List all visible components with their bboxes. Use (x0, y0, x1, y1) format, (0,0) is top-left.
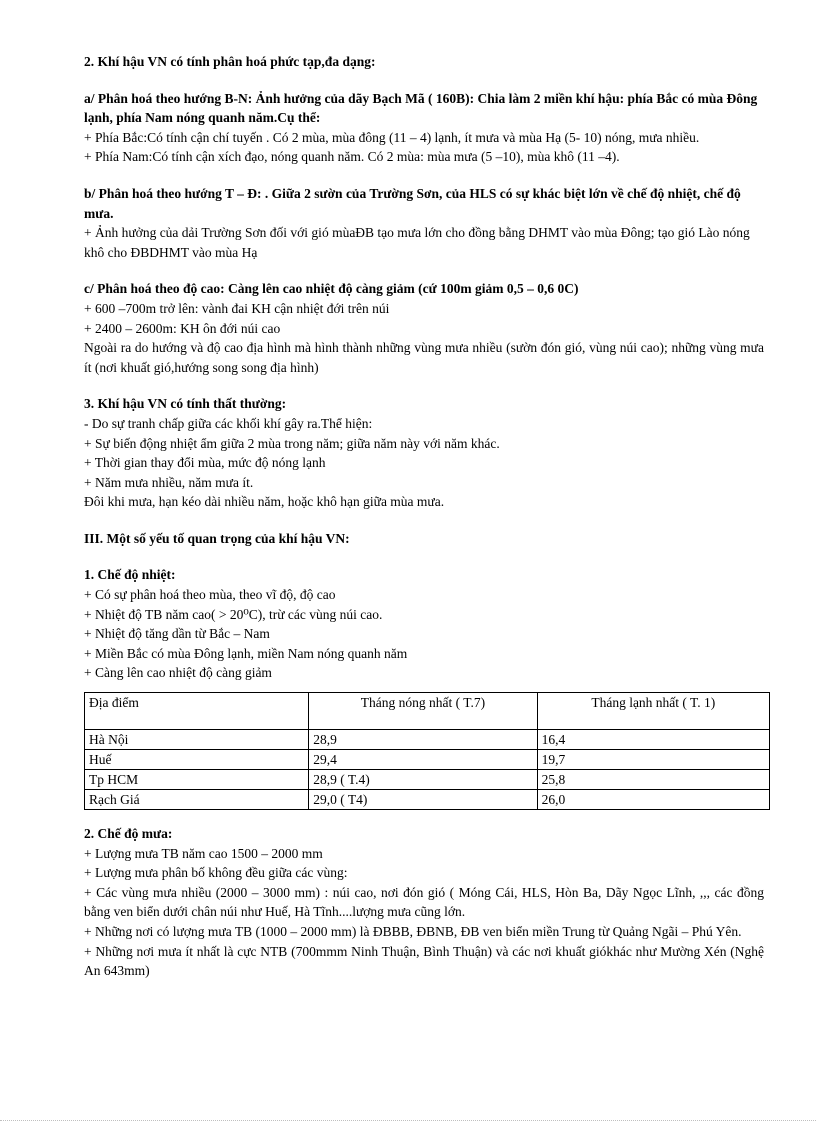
table-cell-hottest: 29,0 ( T4) (309, 790, 537, 810)
rainfall-item: + Những nơi mưa ít nhất là cực NTB (700mmm Ninh Thuận, Bình Thuận) và các nơi khuất giókhác như Mường Xén (Nghệ An 643mm) (84, 943, 764, 979)
section-3-item: Đôi khi mưa, hạn kéo dài nhiều năm, hoặc khô hạn giữa mùa mưa. (84, 494, 445, 510)
table-cell-location: Tp HCM (85, 770, 309, 790)
temperature-title: 1. Chế độ nhiệt: (84, 567, 176, 583)
temperature-item: + Nhiệt độ TB năm cao( > 20⁰C), trừ các vùng núi cao. (84, 606, 383, 622)
section-2a-item: + Phía Nam:Có tính cận xích đạo, nóng quanh năm. Có 2 mùa: mùa mưa (5 –10), mùa khô (11 –4). (84, 149, 620, 165)
table-cell-hottest: 29,4 (309, 750, 537, 770)
table-cell-coldest: 25,8 (537, 770, 769, 790)
section-2-title: 2. Khí hậu VN có tính phân hoá phức tạp,đa dạng: (84, 54, 376, 69)
temperature-item: + Có sự phân hoá theo mùa, theo vĩ độ, độ cao (84, 587, 336, 603)
table-cell-location: Hà Nội (85, 730, 309, 750)
section-2a-item: + Phía Bắc:Có tính cận chí tuyến . Có 2 mùa, mùa đông (11 – 4) lạnh, ít mưa và mùa Hạ (5- 10) nóng, mưa nhiều. (84, 129, 700, 145)
table-cell-location: Rạch Giá (85, 790, 309, 810)
page-bottom-divider (0, 1120, 816, 1121)
temperature-item: + Miền Bắc có mùa Đông lạnh, miền Nam nóng quanh năm (84, 645, 408, 661)
section-2c-item: + 2400 – 2600m: KH ôn đới núi cao (84, 320, 281, 336)
section-3-item: + Thời gian thay đổi mùa, mức độ nóng lạnh (84, 455, 326, 471)
section-2b-item: + Ảnh hưởng của dải Trường Sơn đối với gió mùaĐB tạo mưa lớn cho đồng bằng DHMT vào mùa Đông; tạo gió Lào nóng khô cho ĐBDHMT vào mùa Hạ (84, 225, 750, 260)
document-page (84, 52, 764, 981)
table-row (85, 750, 770, 770)
temperature-item: + Nhiệt độ tăng dần từ Bắc – Nam (84, 626, 270, 642)
section-2c-title: c/ Phân hoá theo độ cao: Càng lên cao nhiệt độ càng giảm (cứ 100m giảm 0,5 – 0,6 0C) (84, 281, 579, 297)
table-cell-hottest: 28,9 ( T.4) (309, 770, 537, 790)
table-cell-hottest: 28,9 (309, 730, 537, 750)
table-row (85, 730, 770, 750)
temperature-table (84, 692, 770, 810)
table-cell-location: Huế (85, 750, 309, 770)
section-3-item: - Do sự tranh chấp giữa các khối khí gây ra.Thể hiện: (84, 415, 373, 431)
rainfall-item: + Những nơi có lượng mưa TB (1000 – 2000 mm) là ĐBBB, ĐBNB, ĐB ven biển miền Trung từ Quảng Ngãi – Phú Yên. (84, 924, 742, 939)
rainfall-item: + Lượng mưa TB năm cao 1500 – 2000 mm (84, 845, 323, 861)
section-iii-title: III. Một số yếu tố quan trọng của khí hậu VN: (84, 530, 350, 546)
table-header-coldest-month: Tháng lạnh nhất ( T. 1) (537, 693, 769, 730)
table-row (85, 790, 770, 810)
table-cell-coldest: 19,7 (537, 750, 769, 770)
section-2c-item: Ngoài ra do hướng và độ cao địa hình mà hình thành những vùng mưa nhiều (sườn đón gió, vùng núi cao); những vùng mưa ít (nơi khuất gió,hướng song song địa hình) (84, 340, 764, 375)
section-3-item: + Sự biến động nhiệt ẩm giữa 2 mùa trong năm; giữa năm này với năm khác. (84, 435, 500, 451)
table-header-location: Địa điểm (85, 693, 309, 730)
table-header-row (85, 693, 770, 730)
temperature-item: + Càng lên cao nhiệt độ càng giảm (84, 665, 272, 681)
table-row (85, 770, 770, 790)
table-cell-coldest: 16,4 (537, 730, 769, 750)
section-2a-title: a/ Phân hoá theo hướng B-N: Ảnh hưởng của dãy Bạch Mã ( 160B): Chia làm 2 miền khí hậu: phía Bắc có mùa Đông lạnh, phía Nam nóng quanh năm.Cụ thể: (84, 90, 758, 126)
table-cell-coldest: 26,0 (537, 790, 769, 810)
rainfall-item: + Các vùng mưa nhiều (2000 – 3000 mm) : núi cao, nơi đón gió ( Móng Cái, HLS, Hòn Ba, Dãy Ngọc Lĩnh, ,,, các đồng bằng ven biển dưới chân núi như Huế, Hà Tĩnh....lượng mưa cũng lớn. (84, 884, 764, 920)
section-2c-item: + 600 –700m trở lên: vành đai KH cận nhiệt đới trên núi (84, 300, 390, 316)
section-3-item: + Năm mưa nhiều, năm mưa ít. (84, 474, 254, 490)
table-header-hottest-month: Tháng nóng nhất ( T.7) (309, 693, 537, 730)
rainfall-item: + Lượng mưa phân bố không đều giữa các vùng: (84, 865, 348, 881)
section-2b-title: b/ Phân hoá theo hướng T – Đ: . Giữa 2 sườn của Trường Sơn, của HLS có sự khác biệt lớn về chế độ nhiệt, chế độ mưa. (84, 185, 741, 221)
section-3-title: 3. Khí hậu VN có tính thất thường: (84, 396, 287, 412)
rainfall-title: 2. Chế độ mưa: (84, 826, 173, 842)
